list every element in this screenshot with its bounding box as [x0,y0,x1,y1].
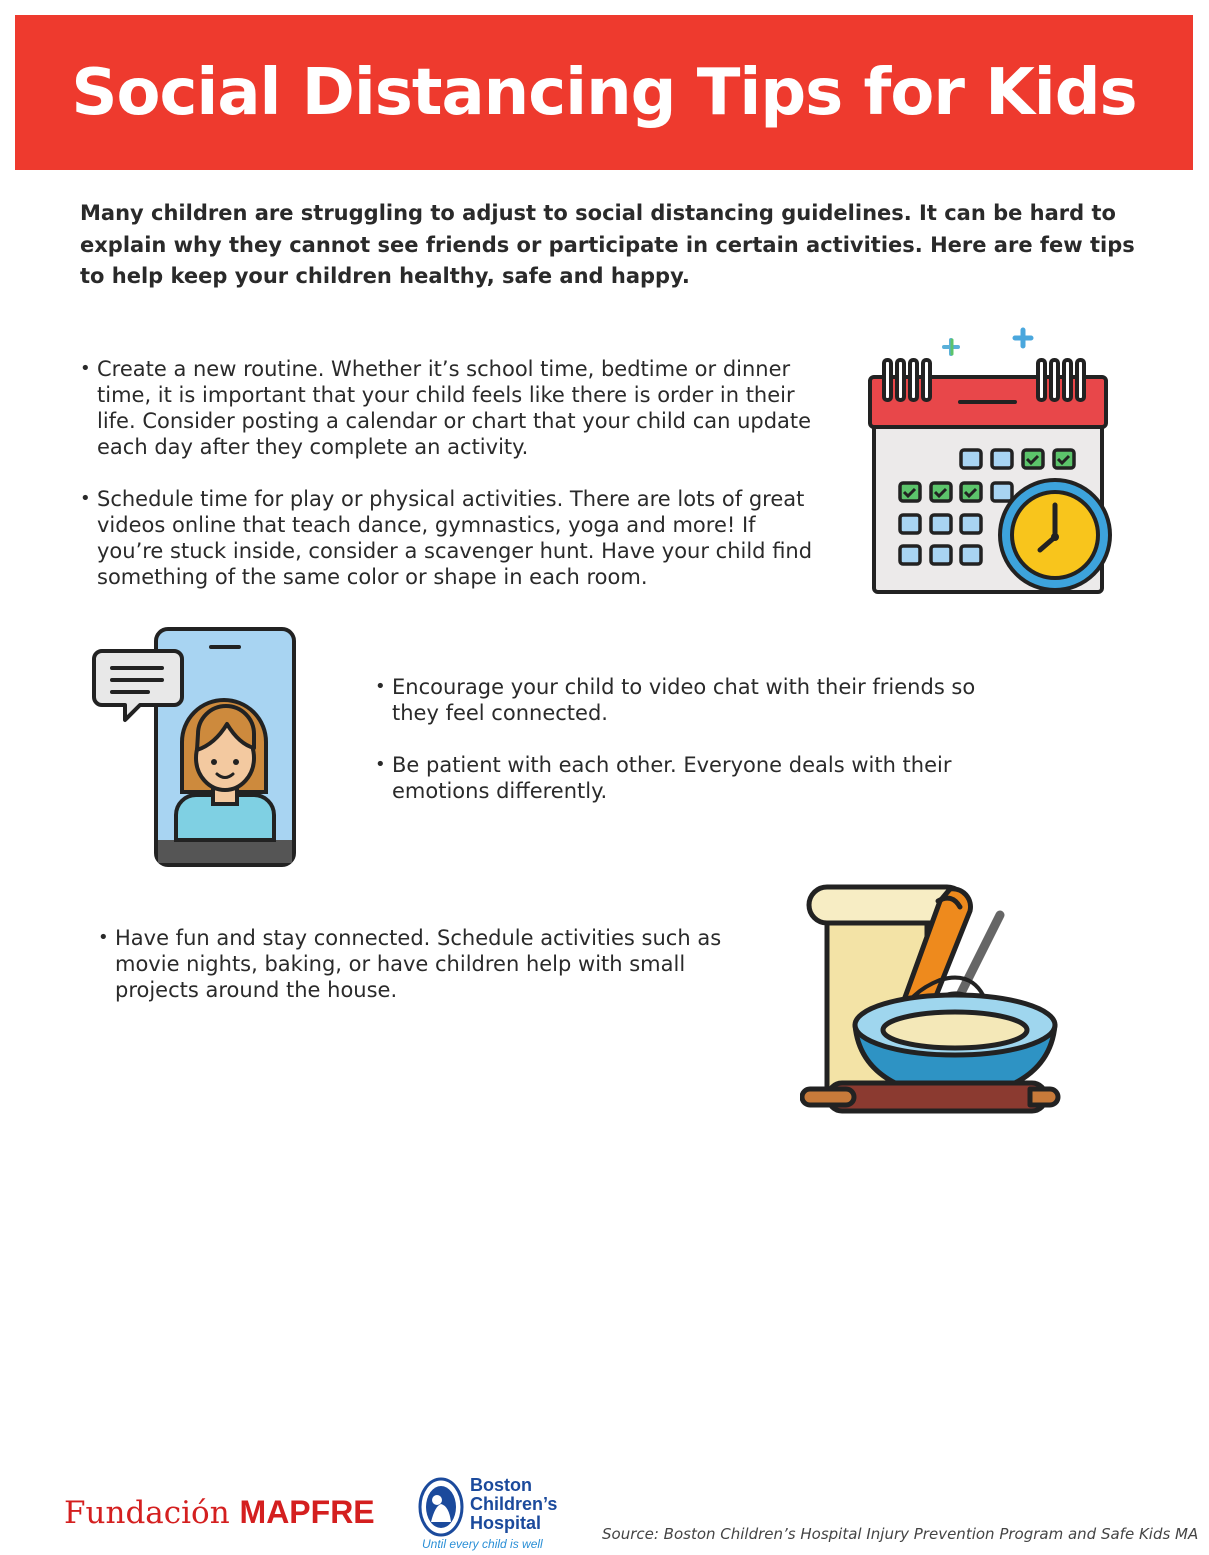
title-banner [15,15,1193,170]
fundacion-mapfre-logo [64,1494,375,1531]
tips-list-fun [98,925,738,1029]
baking-icon [800,875,1065,1135]
bch-line-1: Boston [470,1475,532,1495]
intro-paragraph: Many children are struggling to adjust to social distancing guidelines. It can be hard to explain why they cannot see friends or participate in certain activities. Here are few tips to help keep your children healthy, safe and happy. [80,201,1135,288]
tips-list-connect [375,674,1015,830]
tip-item-fun: • Have fun and stay connected. Schedule activities such as movie nights, baking, or have children help with small projects around the house. [98,925,738,1003]
bch-line-3: Hospital [470,1513,542,1533]
calendar-clock-icon [860,325,1120,600]
mapfre-prefix: Fundación [64,1495,230,1531]
bch-line-2: Children’s [470,1494,558,1514]
tips-list-routine [80,356,820,616]
bch-name [470,1476,600,1533]
hospital-seal-icon [418,1476,464,1538]
mapfre-name: MAPFRE [239,1494,375,1530]
tip-item-play: • Schedule time for play or physical activities. There are lots of great videos online that teach dance, gymnastics, yoga and more! If you’re stuck inside, consider a scavenger hunt. Have your child find something of the same color or shape in each room. [80,486,820,590]
video-chat-phone-icon [90,622,302,870]
bch-tagline: Until every child is well [422,1537,543,1551]
boston-childrens-hospital-logo [418,1474,598,1552]
page-title: Social Distancing Tips for Kids [71,55,1137,130]
source-credit: Source: Boston Children’s Hospital Injury Prevention Program and Safe Kids MA [602,1525,1199,1543]
tip-item-routine: • Create a new routine. Whether it’s school time, bedtime or dinner time, it is important that your child feels like there is order in their life. Consider posting a calendar or chart that your child can update each day after they complete an activity. [80,356,820,460]
tip-item-patience: • Be patient with each other. Everyone deals with their emotions differently. [375,752,1015,804]
tip-item-video-chat: • Encourage your child to video chat with their friends so they feel connected. [375,674,1015,726]
